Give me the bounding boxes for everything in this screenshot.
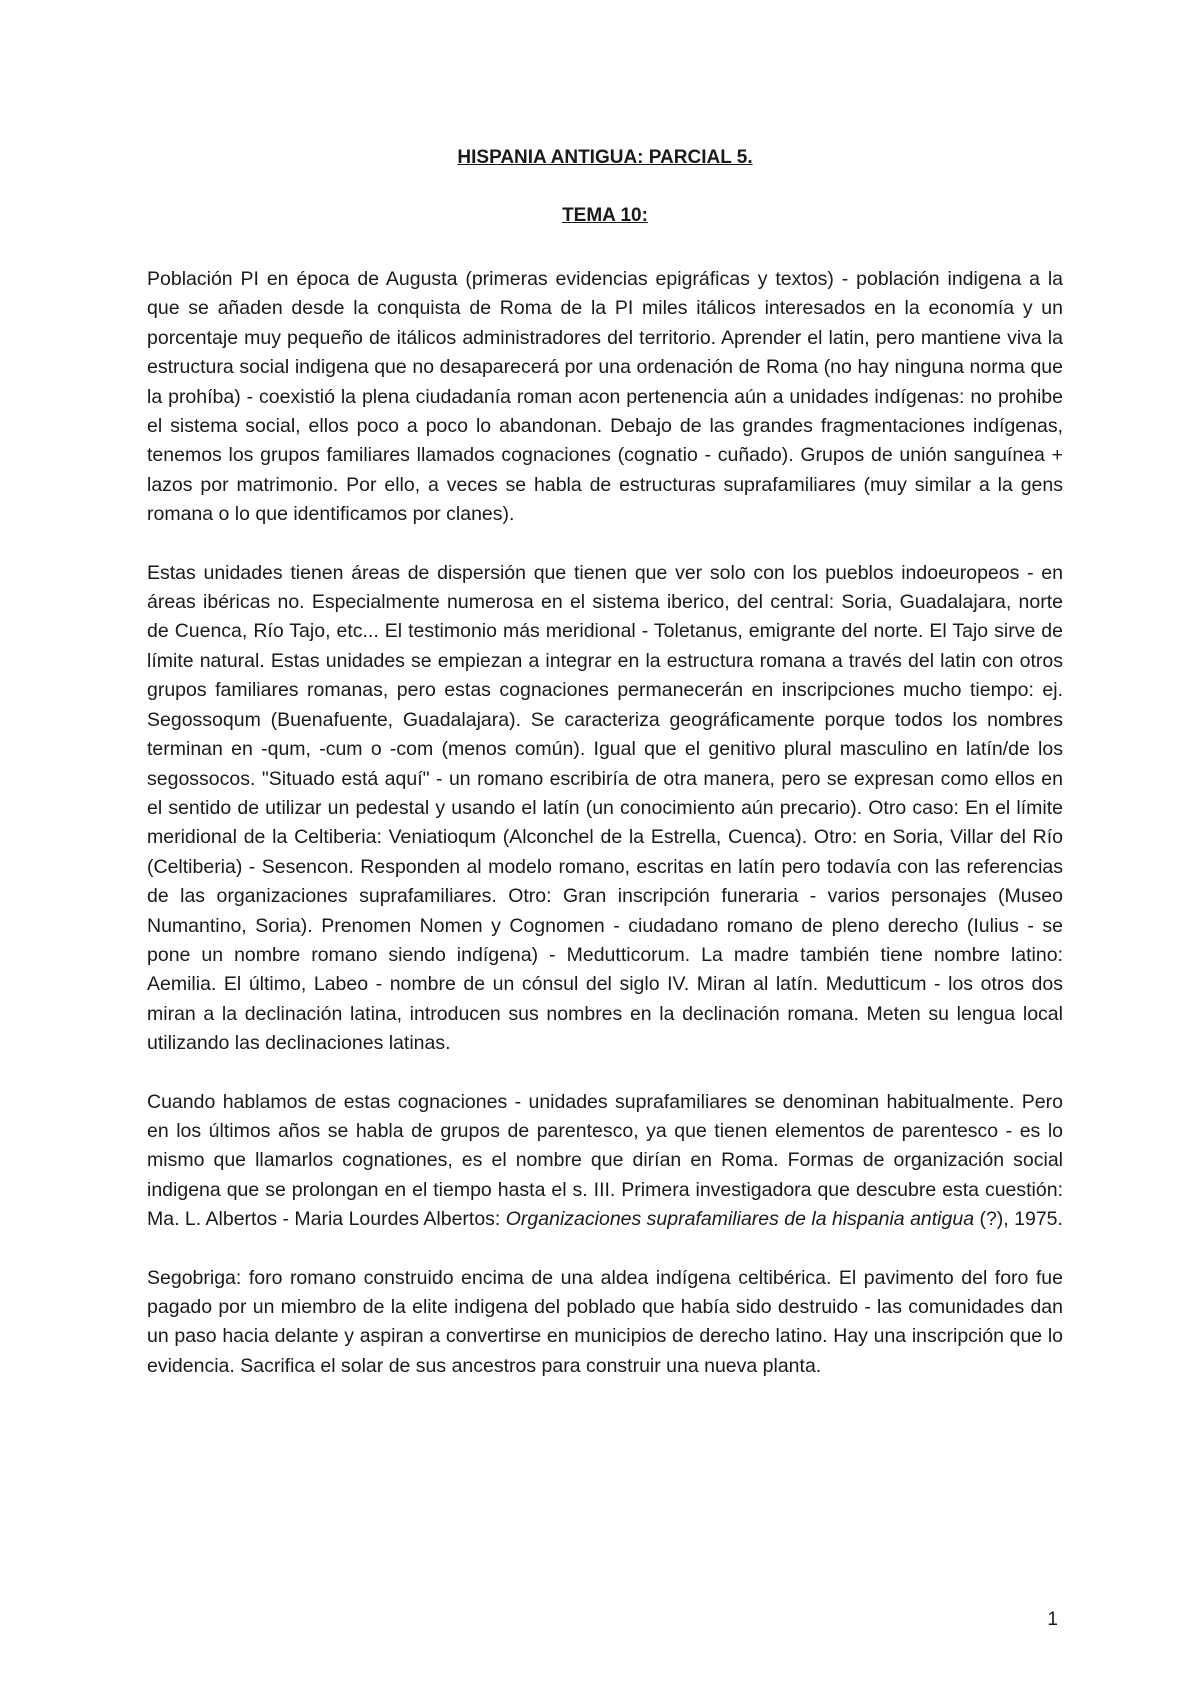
page-number: 1 xyxy=(1047,1609,1058,1630)
document-title: HISPANIA ANTIGUA: PARCIAL 5. xyxy=(457,147,753,168)
paragraph-cognaciones xyxy=(147,1088,1063,1235)
paragraph-cognaciones-citation: (?), 1975. xyxy=(974,1208,1063,1231)
document-body xyxy=(147,144,1063,1381)
book-title: Organizaciones suprafamiliares de la hispania antigua xyxy=(505,1208,975,1231)
paragraph-segobriga: Segobriga: foro romano construido encima de una aldea indígena celtibérica. El pavimento del foro fue pagado por un miembro de la elite indigena del poblado que había sido destruido - las comunidades dan un paso hacia delante y aspiran a convertirse en municipios de derecho latino. Hay una inscripción que lo evidencia. Sacrifica el solar de sus ancestros para construir una nueva planta. xyxy=(147,1266,1063,1377)
section-heading: TEMA 10: xyxy=(562,205,648,226)
paragraph-unidades: Estas unidades tienen áreas de dispersión que tienen que ver solo con los pueblos indoeuropeos - en áreas ibéricas no. Especialmente numerosa en el sistema iberico, del central: Soria, Guadalajara, norte de Cuenca, Río Tajo, etc... El testimonio más meridional - Toletanus, emigrante del norte. El Tajo sirve de límite natural. Estas unidades se empiezan a integrar en la estructura romana a través del latin con otros grupos familiares romanas, pero estas cognaciones permanecerán en inscripciones mucho tiempo: ej. Segossoqum (Buenafuente, Guadalajara). Se caracteriza geográficamente porque todos los nombres terminan en -qum, -cum o -com (menos común). Igual que el genitivo plural masculino en latín/de los segossocos. "Situado está aquí" - un romano escribiría de otra manera, pero se expresan como ellos en el sentido de utilizar un pedestal y usando el latín (un conocimiento aún precario). Otro caso: En el límite meridional de la Celtiberia: Veniatioqum (Alconchel de la Estrella, Cuenca). Otro: en Soria, Villar del Río (Celtiberia) - Sesencon. Responden al modelo romano, escritas en latín pero todavía con las referencias de las organizaciones suprafamiliares. Otro: Gran inscripción funeraria - varios personajes (Museo Numantino, Soria). Prenomen Nomen y Cognomen - ciudadano romano de pleno derecho (Iulius - se pone un nombre romano siendo indígena) - Medutticorum. La madre también tiene nombre latino: Aemilia. El último, Labeo - nombre de un cónsul del siglo IV. Miran al latín. Medutticum - los otros dos miran a la declinación latina, introducen sus nombres en la declinación romana. Meten su lengua local utilizando las declinaciones latinas. xyxy=(147,561,1063,1055)
paragraph-poblacion: Población PI en época de Augusta (primeras evidencias epigráficas y textos) - población indigena a la que se añaden desde la conquista de Roma de la PI miles itálicos interesados en la economía y un porcentaje muy pequeño de itálicos administradores del territorio. Aprender el latin, pero mantiene viva la estructura social indigena que no desaparecerá por una ordenación de Roma (no hay ninguna norma que la prohíba) - coexistió la plena ciudadanía roman acon pertenencia aún a unidades indígenas: no prohibe el sistema social, ellos poco a poco lo abandonan. Debajo de las grandes fragmentaciones indígenas, tenemos los grupos familiares llamados cognaciones (cognatio - cuñado). Grupos de unión sanguínea + lazos por matrimonio. Por ello, a veces se habla de estructuras suprafamiliares (muy similar a la gens romana o lo que identificamos por clanes). xyxy=(147,268,1063,526)
paragraph-cognaciones-text: Cuando hablamos de estas cognaciones - unidades suprafamiliares se denominan habitualmente. Pero en los últimos años se habla de grupos de parentesco, ya que tienen elementos de parentesco - es lo mismo que llamarlos cognationes, es el nombre que dirían en Roma. Formas de organización social indigena que se prolongan en el tiempo hasta el s. III. Primera investigadora que descubre esta cuestión: Ma. L. Albertos - Maria Lourdes Albertos: xyxy=(147,1090,1063,1231)
